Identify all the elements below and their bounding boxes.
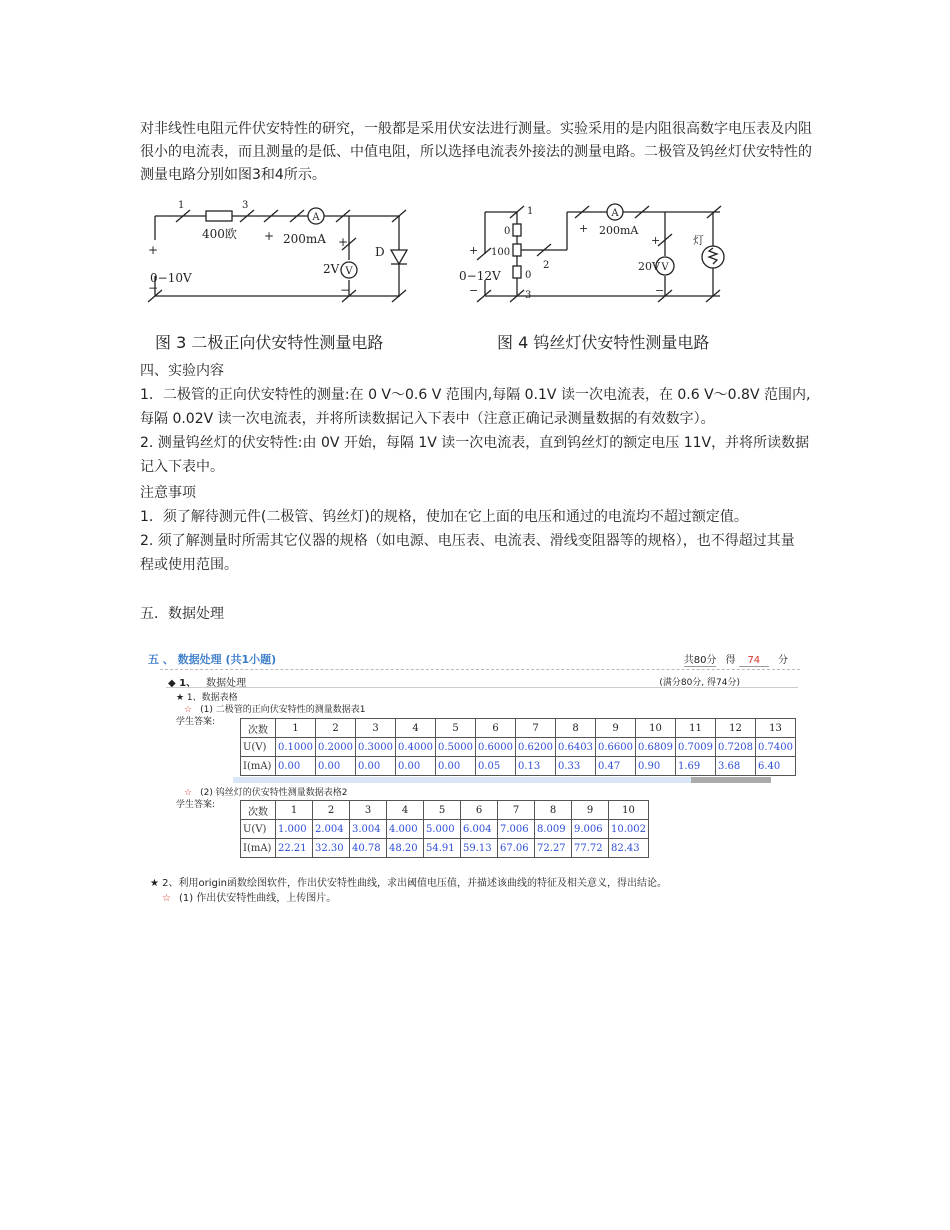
fig4-ammeter-label: A (611, 208, 619, 219)
header-cell: 6 (476, 719, 516, 738)
total-score-label: 共80分 (684, 651, 717, 667)
notes-title: 注意事项 (140, 485, 196, 501)
note-2-line-1: 2. 须了解测量时所需其它仪器的规格（如电源、电压表、电流表、滑线变阻器等的规格），也不得超过其量 (140, 533, 795, 549)
data-cell: 82.43 (609, 839, 649, 858)
fig4-r0-bottom: 0 (525, 270, 532, 281)
data-cell: 0.7009 (676, 738, 716, 757)
header-cell: 13 (756, 719, 796, 738)
data-cell: 0.00 (316, 757, 356, 776)
data-cell: 40.78 (350, 839, 387, 858)
fig4-node-2: 2 (543, 260, 550, 271)
data-cell: 3.004 (350, 820, 387, 839)
row-label: U(V) (241, 820, 276, 839)
note-2-line-2: 程或使用范围。 (140, 557, 238, 573)
fig4-node-3: 3 (525, 290, 532, 301)
table-1-title-text: (1) 二极管的正向伏安特性的测量数据表1 (200, 705, 366, 715)
fig4-minus-2: − (655, 284, 665, 297)
fig3-node-3: 3 (242, 200, 249, 211)
header-cell: 1 (276, 801, 313, 820)
data-cell: 48.20 (387, 839, 424, 858)
question-1-text: 数据处理 (206, 678, 247, 689)
star-icon: ☆ (162, 893, 171, 904)
data-cell: 1.000 (276, 820, 313, 839)
header-cell: 6 (461, 801, 498, 820)
header-cell: 8 (535, 801, 572, 820)
fig3-amp-range: 200mA (283, 232, 326, 246)
data-cell: 6.004 (461, 820, 498, 839)
data-cell: 0.4000 (396, 738, 436, 757)
header-cell: 7 (516, 719, 556, 738)
header-cell: 3 (350, 801, 387, 820)
data-cell: 0.7208 (716, 738, 756, 757)
lamp-data-table (240, 800, 649, 858)
student-answer-label-1: 学生答案: (176, 717, 216, 727)
score-value: 74 (739, 655, 769, 667)
item-2-line-1: 2. 测量钨丝灯的伏安特性:由 0V 开始，每隔 1V 读一次电流表，直到钨丝灯的额定电压 11V，并将所读数据 (140, 435, 810, 451)
fig4-voltmeter-label: V (661, 262, 669, 273)
fig4-minus-1: − (469, 284, 479, 297)
header-cell: 1 (276, 719, 316, 738)
fig3-diode-label: D (375, 245, 385, 259)
data-cell: 5.000 (424, 820, 461, 839)
row-label: I(mA) (241, 839, 276, 858)
question-2-text: ★ 2、利用origin函数绘图软件，作出伏安特性曲线，求出阈值电压值，并描述该曲线的特征及相关意义，得出结论。 (150, 878, 667, 889)
item-2-line-2: 记入下表中。 (140, 459, 224, 475)
figure-4-circuit (455, 198, 740, 313)
header-cell: 10 (636, 719, 676, 738)
fig4-plus-1: + (469, 244, 479, 257)
data-cell: 4.000 (387, 820, 424, 839)
data-cell: 0.13 (516, 757, 556, 776)
question-1-number: ◆ 1、 (168, 678, 197, 689)
data-cell: 6.40 (756, 757, 796, 776)
data-cell: 0.00 (356, 757, 396, 776)
row-label: U(V) (241, 738, 276, 757)
data-cell: 77.72 (572, 839, 609, 858)
data-cell: 0.33 (556, 757, 596, 776)
fig3-minus-2: − (340, 283, 351, 297)
screenshot-section-title: 五 、 数据处理 (共1小题) (148, 653, 277, 666)
data-cell: 8.009 (535, 820, 572, 839)
data-cell: 0.6403 (556, 738, 596, 757)
full-marks-label: (满分80分, 得74分) (659, 678, 740, 688)
fig3-plus-1: + (148, 243, 159, 257)
table-1-scrollbar[interactable] (233, 777, 771, 783)
data-cell: 0.6000 (476, 738, 516, 757)
header-cell: 10 (609, 801, 649, 820)
score-unit: 分 (778, 655, 788, 666)
header-cell: 5 (436, 719, 476, 738)
data-cell: 0.1000 (276, 738, 316, 757)
data-cell: 0.6200 (516, 738, 556, 757)
student-answer-label-2: 学生答案: (176, 800, 216, 810)
got-label: 得 (725, 655, 736, 666)
data-cell: 0.5000 (436, 738, 476, 757)
header-cell: 2 (316, 719, 356, 738)
data-cell: 72.27 (535, 839, 572, 858)
fig3-volt-range: 2V (323, 262, 340, 276)
section-4-title: 四、实验内容 (140, 363, 224, 379)
data-cell: 0.00 (396, 757, 436, 776)
data-cell: 0.6600 (596, 738, 636, 757)
item-1-line-2: 每隔 0.02V 读一次电流表，并将所读数据记入下表中（注意正确记录测量数据的有效数字）。 (140, 411, 715, 427)
data-cell: 0.00 (276, 757, 316, 776)
data-cell: 3.68 (716, 757, 756, 776)
row-label: I(mA) (241, 757, 276, 776)
header-cell: 5 (424, 801, 461, 820)
fig4-volt-range: 20V (638, 260, 660, 273)
data-cell: 54.91 (424, 839, 461, 858)
fig4-supply-label: 0−12V (459, 269, 501, 283)
fig4-lamp-label: 灯 (693, 234, 704, 247)
fig3-plus-3: + (338, 235, 349, 249)
data-cell: 0.00 (436, 757, 476, 776)
note-1: 1．须了解待测元件(二极管、钨丝灯)的规格，使加在它上面的电压和通过的电流均不超过额定值。 (140, 509, 748, 525)
data-cell: 22.21 (276, 839, 313, 858)
section-5-title: 五．数据处理 (140, 606, 224, 622)
table-2-title-text: (2) 钨丝灯的伏安特性测量数据表格2 (200, 788, 348, 798)
data-cell: 0.7400 (756, 738, 796, 757)
data-cell: 0.05 (476, 757, 516, 776)
figure-3-circuit (140, 198, 420, 313)
answer-screenshot (140, 645, 810, 910)
fig3-node-1: 1 (178, 200, 185, 211)
figure-3-caption: 图 3 二极正向伏安特性测量电路 (155, 333, 384, 352)
data-cell: 0.6809 (636, 738, 676, 757)
fig4-plus-3: + (651, 234, 661, 247)
data-cell: 0.3000 (356, 738, 396, 757)
figure-4-caption: 图 4 钨丝灯伏安特性测量电路 (497, 333, 710, 352)
data-cell: 0.90 (636, 757, 676, 776)
fig3-resistor-label: 400欧 (202, 227, 237, 241)
header-cell: 3 (356, 719, 396, 738)
item-1-line-1: 1．二极管的正向伏安特性的测量:在 0 V～0.6 V 范围内,每隔 0.1V 读一次电流表，在 0.6 V～0.8V 范围内, (140, 387, 811, 403)
fig4-r0-top: 0 (504, 226, 511, 237)
header-cell: 9 (596, 719, 636, 738)
scrollbar-thumb[interactable] (691, 777, 771, 783)
data-cell: 59.13 (461, 839, 498, 858)
fig4-node-1: 1 (527, 206, 534, 217)
subsection-data-tables: ★ 1、数据表格 (176, 693, 238, 703)
question-2-sub (162, 889, 336, 904)
header-cell: 2 (313, 801, 350, 820)
fig3-voltmeter-label: V (345, 266, 353, 277)
fig3-ammeter-label: A (312, 212, 320, 223)
star-icon: ☆ (184, 705, 193, 715)
data-cell: 0.2000 (316, 738, 356, 757)
data-cell: 2.004 (313, 820, 350, 839)
header-cell: 7 (498, 801, 535, 820)
header-cell: 8 (556, 719, 596, 738)
intro-paragraph: 对非线性电阻元件伏安特性的研究，一般都是采用伏安法进行测量。实验采用的是内阻很高数字电压表及内阻很小的电流表，而且测量的是低、中值电阻，所以选择电流表外接法的测量电路。二极管及钨丝灯伏安特性的测量电路分别如图3和4所示。 (140, 121, 812, 183)
header-cell: 11 (676, 719, 716, 738)
fig4-amp-range: 200mA (599, 224, 639, 237)
star-icon: ☆ (184, 788, 193, 798)
fig4-plus-2: + (579, 222, 589, 235)
fig4-r100: 100 (491, 247, 511, 258)
data-cell: 67.06 (498, 839, 535, 858)
diode-data-table (240, 718, 796, 776)
header-cell: 次数 (241, 719, 276, 738)
header-cell: 次数 (241, 801, 276, 820)
data-cell: 1.69 (676, 757, 716, 776)
question-2-sub-text: (1) 作出伏安特性曲线，上传图片。 (178, 893, 337, 904)
data-cell: 10.002 (609, 820, 649, 839)
data-cell: 0.47 (596, 757, 636, 776)
header-cell: 9 (572, 801, 609, 820)
data-cell: 32.30 (313, 839, 350, 858)
header-cell: 4 (387, 801, 424, 820)
header-cell: 4 (396, 719, 436, 738)
header-cell: 12 (716, 719, 756, 738)
data-cell: 7.006 (498, 820, 535, 839)
fig3-supply-label: 0−10V (150, 271, 192, 285)
score-box (684, 651, 788, 667)
fig3-minus-1: − (148, 281, 159, 295)
data-cell: 9.006 (572, 820, 609, 839)
fig3-plus-2: + (264, 229, 275, 243)
